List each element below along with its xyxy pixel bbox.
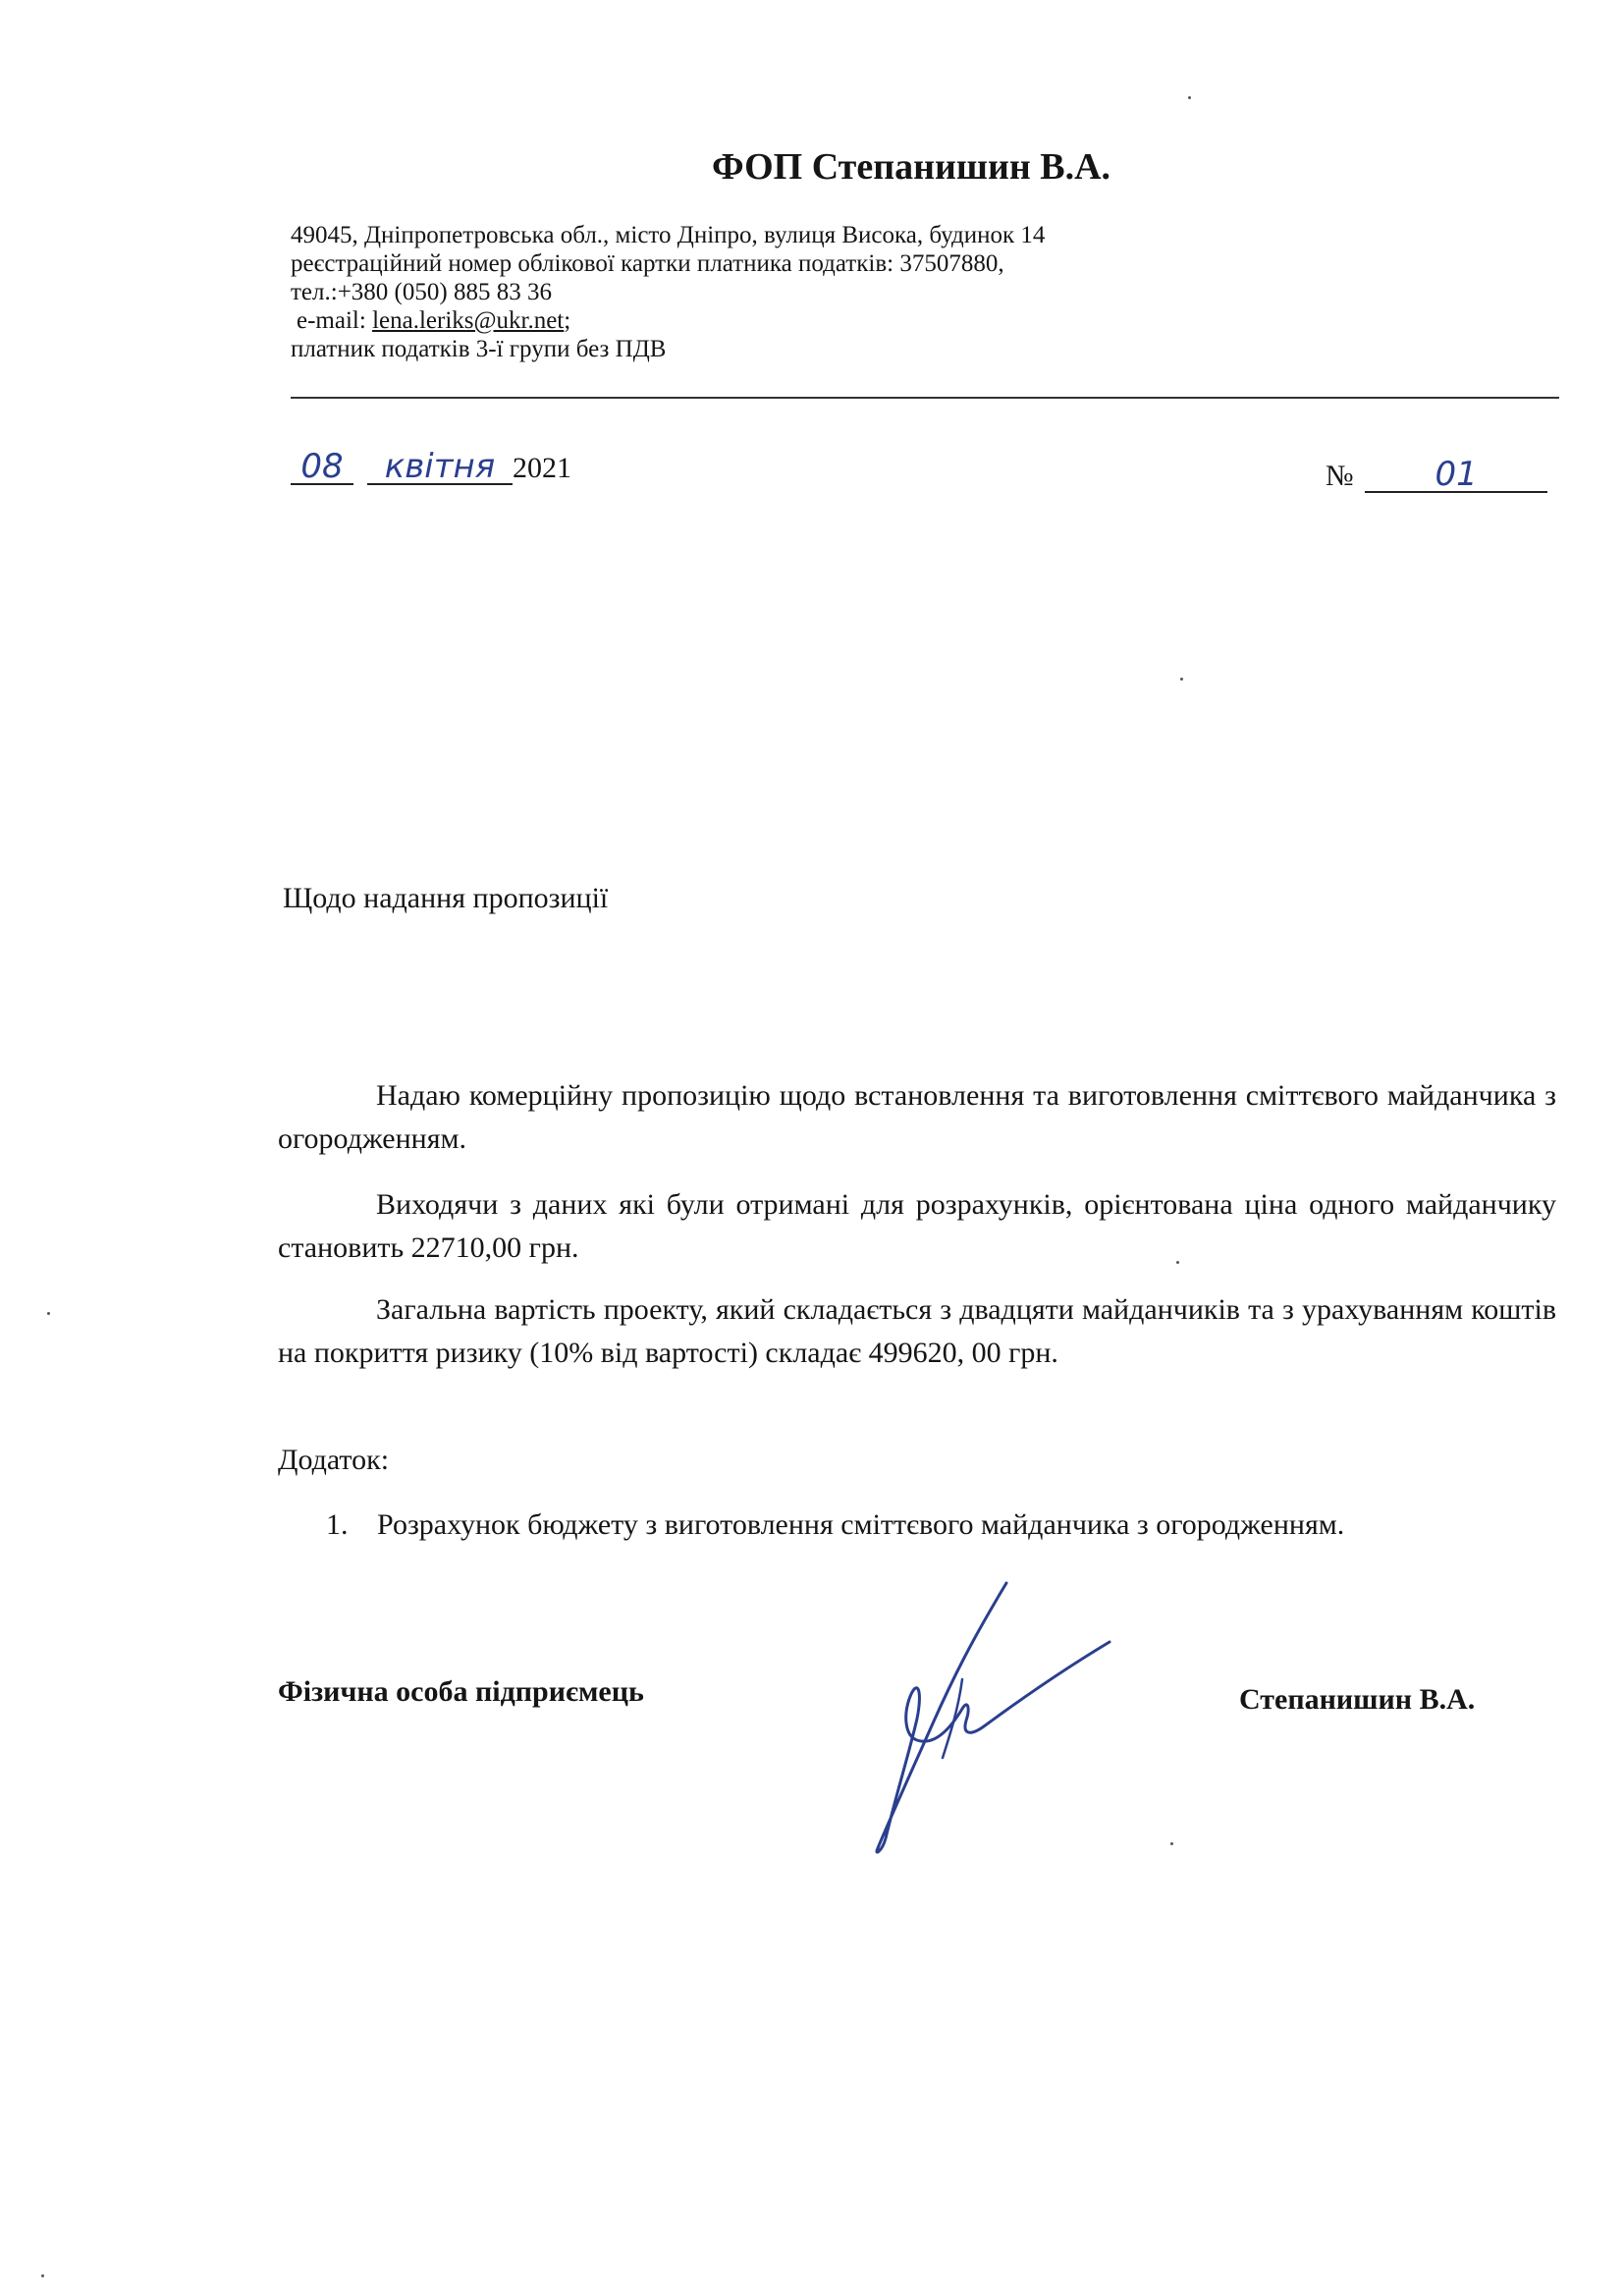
document-number-row [1326, 455, 1547, 494]
appendix-item-number: 1. [326, 1508, 349, 1541]
letter-subject: Щодо надання пропозиції [283, 882, 609, 914]
scan-speck [1188, 96, 1191, 99]
appendix-title: Додаток: [278, 1444, 390, 1476]
appendix-item-text: Розрахунок бюджету з виготовлення сміттєвого майданчика з огородженням. [377, 1508, 1345, 1541]
handwritten-signature [815, 1561, 1129, 1866]
phone-line: тел.:+380 (050) 885 83 36 [291, 279, 552, 305]
email-suffix: ; [564, 307, 571, 334]
appendix-item [326, 1508, 1344, 1542]
date-row [291, 447, 571, 493]
email-line [297, 307, 570, 335]
tax-id-line: реєстраційний номер облікової картки платника податків: 37507880, [291, 250, 1004, 277]
date-day: 08 [291, 450, 353, 485]
email-label: e-mail: [297, 307, 366, 334]
letterhead-divider [291, 397, 1559, 399]
scan-speck [1180, 678, 1183, 681]
company-name: ФОП Степанишин В.А. [712, 146, 1111, 188]
date-year: 2021 [513, 452, 571, 484]
signer-name: Степанишин В.А. [1239, 1683, 1476, 1716]
scan-speck [1170, 1842, 1173, 1845]
scan-speck [41, 2274, 44, 2277]
email-link[interactable]: lena.leriks@ukr.net [372, 307, 565, 334]
number-label: № [1326, 460, 1354, 492]
body-paragraph: Надаю комерційну пропозицію щодо встановлення та виготовлення сміттєвого майданчика з огородженням. [278, 1079, 1556, 1155]
document-number: 01 [1365, 458, 1547, 493]
company-address: 49045, Дніпропетровська обл., місто Дніпро, вулиця Висока, будинок 14 [291, 222, 1046, 248]
body-paragraph: Виходячи з даних які були отримані для розрахунків, орієнтована ціна одного майданчику становить 22710,00 грн. [278, 1188, 1556, 1264]
vat-status-line: платник податків 3-ї групи без ПДВ [291, 336, 667, 362]
date-month: квітня [367, 450, 513, 485]
signer-title: Фізична особа підприємець [278, 1675, 644, 1708]
scan-speck [1176, 1261, 1179, 1264]
scan-speck [47, 1312, 50, 1315]
body-paragraph: Загальна вартість проекту, який складається з двадцяти майданчиків та з урахуванням коштів на покриття ризику (10% від вартості) складає 499620, 00 грн. [278, 1293, 1556, 1369]
